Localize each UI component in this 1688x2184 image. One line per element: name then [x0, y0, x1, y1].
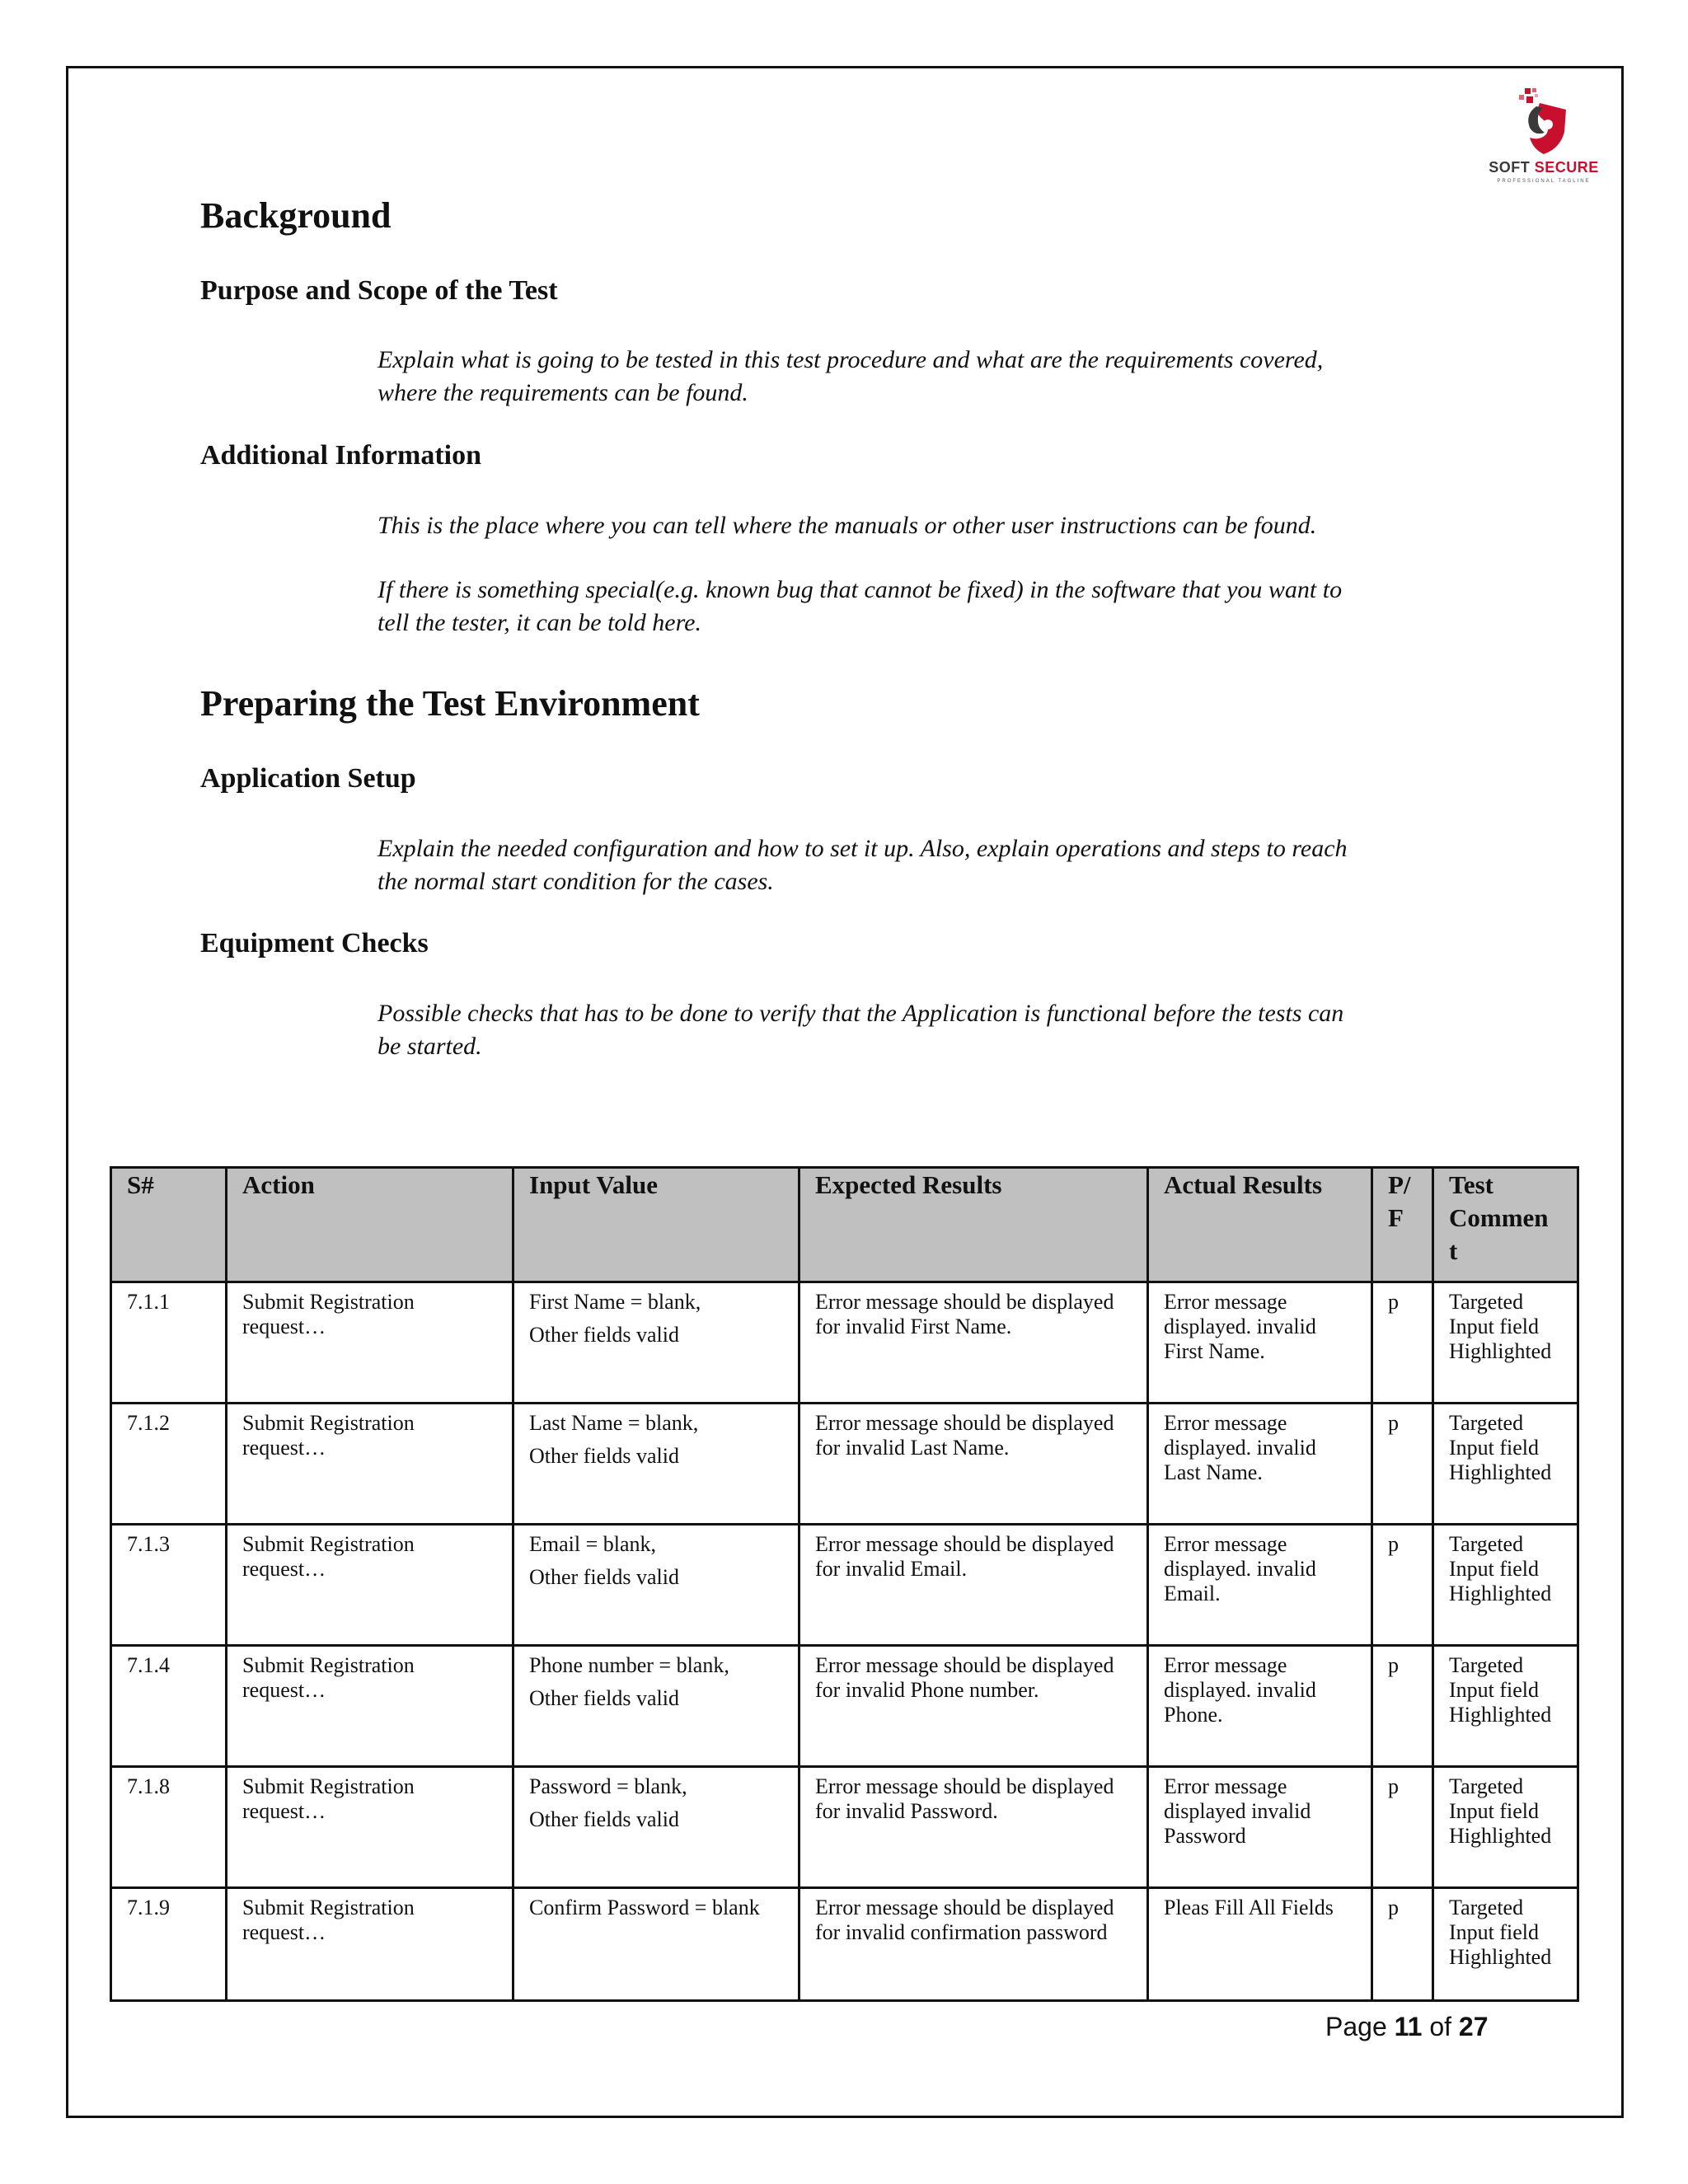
heading-preparing-environment: Preparing the Test Environment [200, 683, 700, 724]
cell-actual [1148, 1646, 1372, 1767]
actual-line-3: Password [1164, 1824, 1246, 1848]
actual-line-1: Error message [1164, 1532, 1287, 1556]
cell-comment [1433, 1888, 1578, 2001]
heading-application-setup: Application Setup [200, 763, 416, 794]
company-logo [1474, 87, 1614, 190]
cell-comment [1433, 1404, 1578, 1525]
cell-action [227, 1888, 513, 2001]
cell-input [513, 1767, 799, 1888]
cell-expected [799, 1525, 1148, 1646]
comment-line-3: Highlighted [1449, 1703, 1552, 1727]
cell-action [227, 1767, 513, 1888]
shield-logo-icon [1515, 87, 1573, 157]
comment-line-2: Input field [1449, 1799, 1540, 1823]
comment-line-3: Highlighted [1449, 1824, 1552, 1848]
comment-line-1: Targeted [1449, 1290, 1524, 1314]
comment-line-2: Input field [1449, 1315, 1540, 1338]
comment-line-2: Input field [1449, 1436, 1540, 1460]
purpose-text-line-2: where the requirements can be found. [377, 379, 748, 406]
action-line-1: Submit Registration [242, 1411, 415, 1435]
cell-actual [1148, 1525, 1372, 1646]
cell-actual [1148, 1888, 1372, 2001]
heading-purpose-scope: Purpose and Scope of the Test [200, 275, 558, 306]
expected-line-2: for invalid confirmation password [815, 1920, 1108, 1944]
action-line-2: request… [242, 1678, 326, 1702]
comment-line-2: Input field [1449, 1557, 1540, 1581]
comment-line-2: Input field [1449, 1678, 1540, 1702]
actual-line-1: Pleas Fill All Fields [1164, 1896, 1334, 1919]
comment-line-3: Highlighted [1449, 1460, 1552, 1484]
table-row [111, 1888, 1578, 2001]
header-pf-line-2: F [1388, 1203, 1404, 1232]
cell-sn: 7.1.3 [111, 1525, 227, 1646]
header-action: Action [227, 1168, 513, 1282]
footer-of-label: of [1429, 2012, 1452, 2041]
expected-line-2: for invalid Last Name. [815, 1436, 1010, 1460]
comment-line-3: Highlighted [1449, 1945, 1552, 1969]
expected-line-2: for invalid First Name. [815, 1315, 1012, 1338]
expected-line-2: for invalid Password. [815, 1799, 998, 1823]
header-sn: S# [111, 1168, 227, 1282]
actual-line-1: Error message [1164, 1411, 1287, 1435]
header-pf-line-1: P/ [1388, 1170, 1411, 1199]
cell-expected [799, 1646, 1148, 1767]
comment-line-1: Targeted [1449, 1411, 1524, 1435]
input-line-2: Other fields valid [529, 1444, 679, 1468]
comment-line-3: Highlighted [1449, 1582, 1552, 1605]
header-comment-line-3: t [1449, 1236, 1458, 1265]
cell-actual [1148, 1282, 1372, 1404]
logo-word-secure: SECURE [1534, 159, 1599, 176]
equipment-text-line-2: be started. [377, 1033, 482, 1060]
table-row [111, 1767, 1578, 1888]
header-input-value: Input Value [513, 1168, 799, 1282]
actual-line-1: Error message [1164, 1774, 1287, 1798]
expected-line-1: Error message should be displayed [815, 1290, 1114, 1314]
comment-line-2: Input field [1449, 1920, 1540, 1944]
cell-pf: p [1372, 1888, 1433, 2001]
app-setup-text [377, 832, 1482, 898]
logo-tagline: PROFESSIONAL TAGLINE [1497, 179, 1591, 184]
cell-expected [799, 1404, 1148, 1525]
header-test-comment [1433, 1168, 1578, 1282]
cell-comment [1433, 1525, 1578, 1646]
cell-action [227, 1282, 513, 1404]
cell-pf: p [1372, 1282, 1433, 1404]
expected-line-1: Error message should be displayed [815, 1532, 1114, 1556]
cell-expected [799, 1767, 1148, 1888]
actual-line-2: displayed. invalid [1164, 1436, 1316, 1460]
comment-line-1: Targeted [1449, 1653, 1524, 1677]
heading-equipment-checks: Equipment Checks [200, 928, 429, 958]
cell-action [227, 1525, 513, 1646]
comment-line-1: Targeted [1449, 1896, 1524, 1919]
cell-input [513, 1888, 799, 2001]
app-setup-text-line-2: the normal start condition for the cases. [377, 868, 774, 895]
cell-action [227, 1646, 513, 1767]
table-row [111, 1282, 1578, 1404]
cell-sn: 7.1.9 [111, 1888, 227, 2001]
expected-line-1: Error message should be displayed [815, 1774, 1114, 1798]
cell-comment [1433, 1646, 1578, 1767]
cell-pf: p [1372, 1404, 1433, 1525]
test-cases-table [110, 1166, 1579, 2002]
header-expected-results: Expected Results [799, 1168, 1148, 1282]
purpose-text [377, 344, 1482, 410]
purpose-text-line-1: Explain what is going to be tested in this test procedure and what are the requirements covered, [377, 346, 1324, 373]
input-line-1: Phone number = blank, [529, 1653, 729, 1677]
cell-sn: 7.1.2 [111, 1404, 227, 1525]
cell-input [513, 1282, 799, 1404]
actual-line-1: Error message [1164, 1290, 1287, 1314]
input-line-2: Other fields valid [529, 1565, 679, 1589]
app-setup-text-line-1: Explain the needed configuration and how to set it up. Also, explain operations and steps to reach [377, 835, 1348, 862]
cell-sn: 7.1.4 [111, 1646, 227, 1767]
cell-input [513, 1525, 799, 1646]
actual-line-2: displayed invalid [1164, 1799, 1311, 1823]
actual-line-2: displayed. invalid [1164, 1678, 1316, 1702]
input-line-1: First Name = blank, [529, 1290, 701, 1314]
action-line-2: request… [242, 1436, 326, 1460]
footer-page-label: Page [1325, 2012, 1387, 2041]
header-pass-fail [1372, 1168, 1433, 1282]
expected-line-2: for invalid Email. [815, 1557, 968, 1581]
input-line-1: Last Name = blank, [529, 1411, 699, 1435]
logo-word-soft: SOFT [1489, 159, 1531, 176]
heading-additional-info: Additional Information [200, 440, 481, 471]
actual-line-3: First Name. [1164, 1339, 1265, 1363]
expected-line-1: Error message should be displayed [815, 1411, 1114, 1435]
special-text-line-2: tell the tester, it can be told here. [377, 609, 701, 636]
input-line-2: Other fields valid [529, 1323, 679, 1347]
cell-actual [1148, 1767, 1372, 1888]
input-line-2: Other fields valid [529, 1686, 679, 1710]
cell-pf: p [1372, 1525, 1433, 1646]
cell-input [513, 1404, 799, 1525]
cell-action [227, 1404, 513, 1525]
actual-line-3: Last Name. [1164, 1460, 1263, 1484]
table-row [111, 1525, 1578, 1646]
page-footer [1325, 2012, 1489, 2042]
action-line-1: Submit Registration [242, 1532, 415, 1556]
action-line-1: Submit Registration [242, 1774, 415, 1798]
equipment-text [377, 997, 1482, 1063]
cell-comment [1433, 1767, 1578, 1888]
table-row [111, 1646, 1578, 1767]
input-line-1: Password = blank, [529, 1774, 687, 1798]
input-line-2: Other fields valid [529, 1807, 679, 1831]
comment-line-3: Highlighted [1449, 1339, 1552, 1363]
action-line-1: Submit Registration [242, 1896, 415, 1919]
special-text-line-1: If there is something special(e.g. known bug that cannot be fixed) in the software that you want to [377, 576, 1343, 603]
cell-sn: 7.1.1 [111, 1282, 227, 1404]
logo-brand-text [1474, 159, 1614, 176]
cell-pf: p [1372, 1646, 1433, 1767]
cell-expected [799, 1282, 1148, 1404]
additional-text: This is the place where you can tell where the manuals or other user instructions can be found. [377, 512, 1317, 539]
cell-comment [1433, 1282, 1578, 1404]
equipment-text-line-1: Possible checks that has to be done to verify that the Application is functional before the tests can [377, 1000, 1344, 1027]
special-text [377, 574, 1482, 640]
expected-line-1: Error message should be displayed [815, 1896, 1114, 1919]
action-line-1: Submit Registration [242, 1653, 415, 1677]
footer-page-number: 11 [1394, 2012, 1423, 2041]
cell-sn: 7.1.8 [111, 1767, 227, 1888]
action-line-2: request… [242, 1799, 326, 1823]
table-header-row [111, 1168, 1578, 1282]
action-line-1: Submit Registration [242, 1290, 415, 1314]
header-comment-line-1: Test [1449, 1170, 1493, 1199]
actual-line-3: Email. [1164, 1582, 1221, 1605]
action-line-2: request… [242, 1557, 326, 1581]
comment-line-1: Targeted [1449, 1532, 1524, 1556]
input-line-1: Email = blank, [529, 1532, 657, 1556]
table-row [111, 1404, 1578, 1525]
header-comment-line-2: Commen [1449, 1203, 1549, 1232]
actual-line-2: displayed. invalid [1164, 1315, 1316, 1338]
input-line-1: Confirm Password = blank [529, 1896, 760, 1919]
action-line-2: request… [242, 1315, 326, 1338]
actual-line-1: Error message [1164, 1653, 1287, 1677]
cell-actual [1148, 1404, 1372, 1525]
expected-line-2: for invalid Phone number. [815, 1678, 1039, 1702]
action-line-2: request… [242, 1920, 326, 1944]
actual-line-2: displayed. invalid [1164, 1557, 1316, 1581]
actual-line-3: Phone. [1164, 1703, 1223, 1727]
cell-expected [799, 1888, 1148, 2001]
header-actual-results: Actual Results [1148, 1168, 1372, 1282]
footer-total-pages: 27 [1458, 2012, 1489, 2041]
expected-line-1: Error message should be displayed [815, 1653, 1114, 1677]
cell-pf: p [1372, 1767, 1433, 1888]
comment-line-1: Targeted [1449, 1774, 1524, 1798]
heading-background: Background [200, 195, 392, 236]
cell-input [513, 1646, 799, 1767]
